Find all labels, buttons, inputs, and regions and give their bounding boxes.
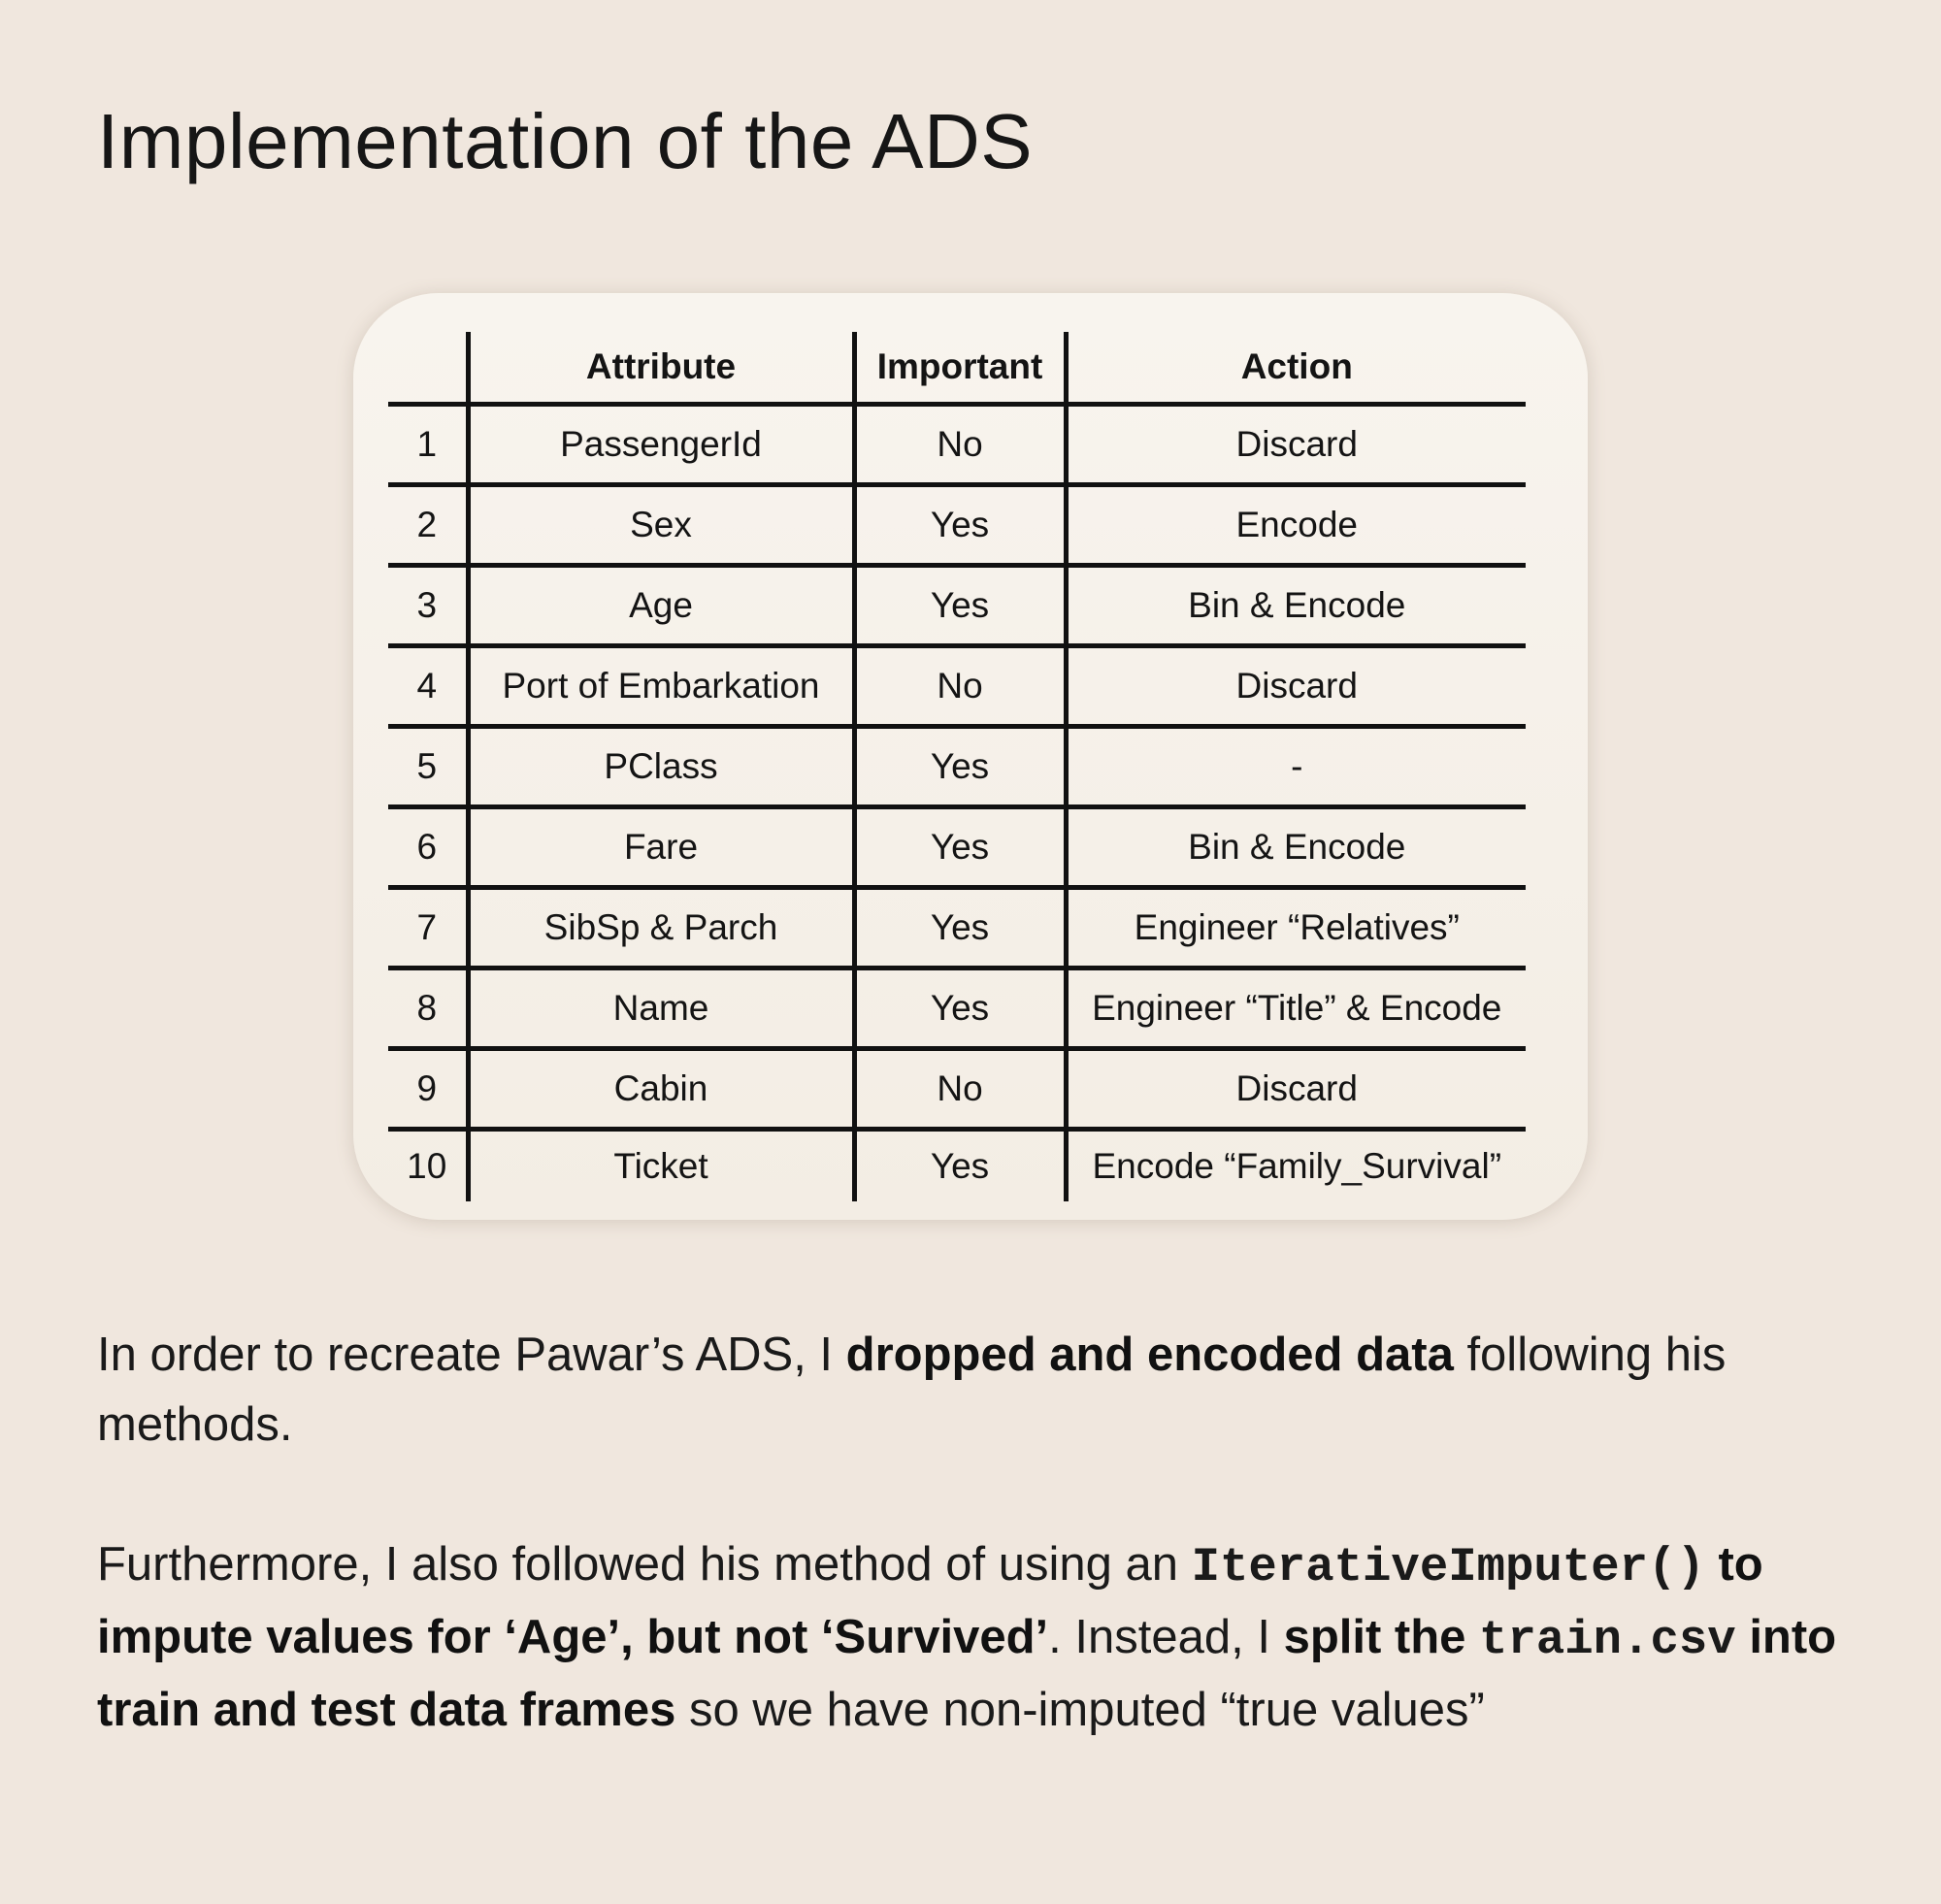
attributes-table — [388, 332, 1526, 1201]
row-attribute: PassengerId — [468, 405, 854, 485]
paragraph1-text-before: In order to recreate Pawar’s ADS, I — [97, 1329, 846, 1381]
paragraph2-text-mid: . Instead, I — [1048, 1611, 1284, 1663]
row-action: Bin & Encode — [1066, 566, 1526, 646]
row-important: Yes — [854, 727, 1066, 807]
table-row — [388, 485, 1526, 566]
table-row — [388, 1130, 1526, 1202]
row-important: Yes — [854, 1130, 1066, 1202]
row-action: Discard — [1066, 405, 1526, 485]
row-attribute: PClass — [468, 727, 854, 807]
page-title: Implementation of the ADS — [97, 98, 1034, 184]
table-row — [388, 727, 1526, 807]
row-action: - — [1066, 727, 1526, 807]
table-row — [388, 405, 1526, 485]
row-attribute: Cabin — [468, 1049, 854, 1130]
row-number: 9 — [388, 1049, 468, 1130]
header-action: Action — [1066, 332, 1526, 405]
row-number: 5 — [388, 727, 468, 807]
row-important: Yes — [854, 968, 1066, 1049]
row-number: 7 — [388, 888, 468, 968]
paragraph-imputation — [97, 1529, 1883, 1745]
row-attribute: Name — [468, 968, 854, 1049]
row-attribute: SibSp & Parch — [468, 888, 854, 968]
row-action: Encode “Family_Survival” — [1092, 1146, 1502, 1186]
table-row — [388, 888, 1526, 968]
row-number: 2 — [388, 485, 468, 566]
paragraph2-text-after: so we have non-imputed “true values” — [675, 1684, 1485, 1736]
paragraph1-bold: dropped and encoded data — [845, 1329, 1454, 1381]
row-number: 10 — [388, 1130, 468, 1202]
row-action: Discard — [1066, 1049, 1526, 1130]
row-important: Yes — [854, 807, 1066, 888]
row-number: 3 — [388, 566, 468, 646]
row-action: Engineer “Title” & Encode — [1066, 968, 1526, 1049]
row-important: Yes — [854, 566, 1066, 646]
row-important: No — [854, 646, 1066, 727]
table-row — [388, 968, 1526, 1049]
row-action: Encode — [1066, 485, 1526, 566]
row-attribute: Age — [468, 566, 854, 646]
paragraph-recreate-ads — [97, 1320, 1883, 1460]
row-attribute: Ticket — [468, 1130, 854, 1202]
row-attribute: Fare — [468, 807, 854, 888]
row-important: Yes — [854, 888, 1066, 968]
table-body — [388, 405, 1526, 1202]
paragraph2-bold-split: split the — [1283, 1611, 1480, 1663]
code-train-csv: train.csv — [1479, 1613, 1736, 1667]
row-number: 4 — [388, 646, 468, 727]
row-attribute: Port of Embarkation — [468, 646, 854, 727]
paragraph2-bold-frames: into train and test data frames — [97, 1611, 1837, 1736]
table-header-row — [388, 332, 1526, 405]
attributes-table-card — [353, 293, 1588, 1220]
table-row — [388, 807, 1526, 888]
row-number: 8 — [388, 968, 468, 1049]
row-important: No — [854, 405, 1066, 485]
header-attribute: Attribute — [468, 332, 854, 405]
header-number — [388, 332, 468, 405]
table-row — [388, 566, 1526, 646]
code-iterative-imputer: IterativeImputer() — [1191, 1540, 1705, 1594]
table-header — [388, 332, 1526, 405]
row-action: Bin & Encode — [1066, 807, 1526, 888]
row-number: 6 — [388, 807, 468, 888]
paragraph2-bold-impute: to impute values for ‘Age’, but not ‘Survived’ — [97, 1538, 1763, 1663]
row-important: No — [854, 1049, 1066, 1130]
table-row — [388, 1049, 1526, 1130]
row-action: Engineer “Relatives” — [1066, 888, 1526, 968]
paragraph1-text-after: following his methods. — [97, 1329, 1727, 1451]
row-important: Yes — [854, 485, 1066, 566]
header-important: Important — [854, 332, 1066, 405]
paragraph2-text-before: Furthermore, I also followed his method of using an — [97, 1538, 1192, 1591]
row-action: Discard — [1066, 646, 1526, 727]
row-number: 1 — [388, 405, 468, 485]
table-row — [388, 646, 1526, 727]
row-attribute: Sex — [468, 485, 854, 566]
